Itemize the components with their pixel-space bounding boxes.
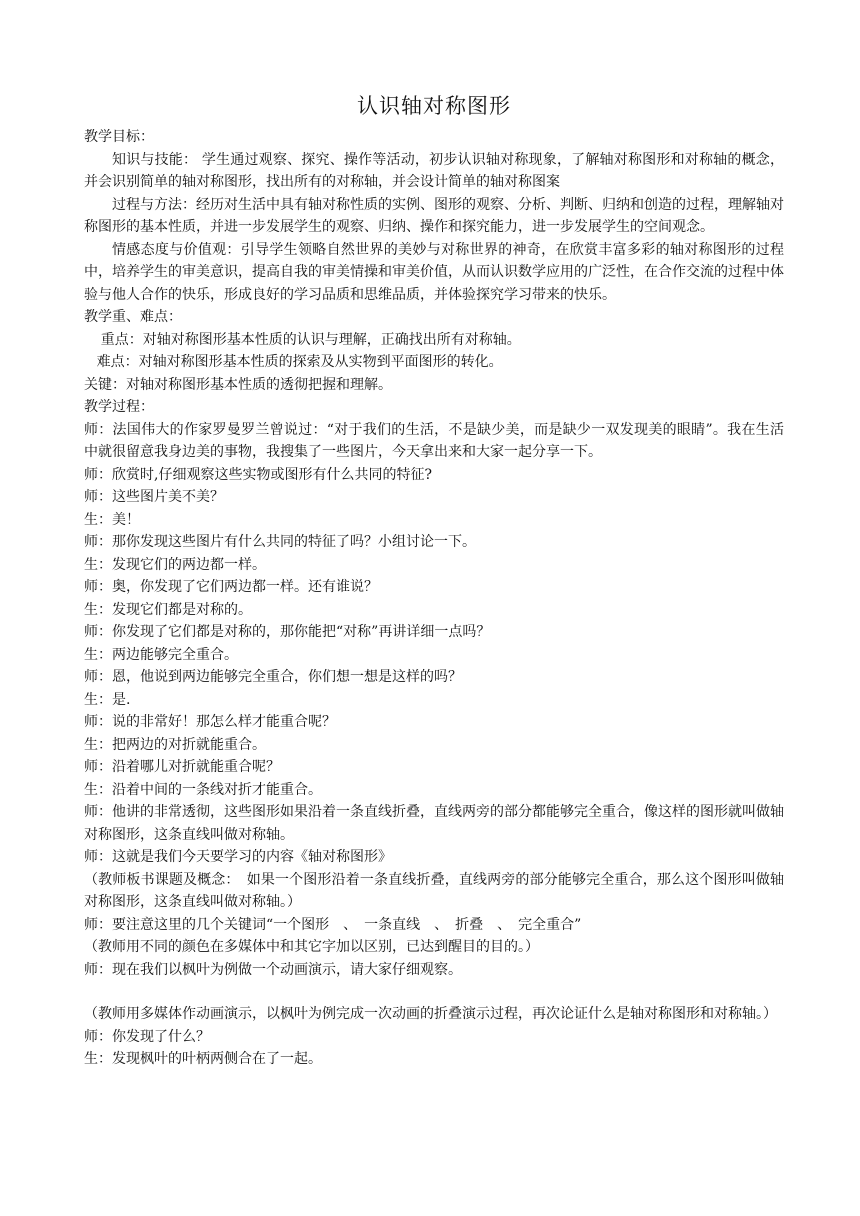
- dialogue-line: 师：现在我们以枫叶为例做一个动画演示，请大家仔细观察。: [84, 961, 462, 978]
- dialogue-line: 师：这就是我们今天要学习的内容《轴对称图形》: [84, 849, 392, 865]
- dialogue-line: 师：欣赏时,仔细观察这些实物或图形有什么共同的特征?: [84, 466, 432, 483]
- board-note: （教师板书课题及概念： 如果一个图形沿着一条直线折叠，直线两旁的部分能够完全重合，那么这个图形叫做轴对称图形，这条直线叫做对称轴。）: [84, 871, 784, 910]
- dialogue-line: 师：他讲的非常透彻，这些图形如果沿着一条直线折叠，直线两旁的部分都能够完全重合，像这样的图形就叫做轴对称图形，这条直线叫做对称轴。: [84, 804, 784, 843]
- dialogue-line: 生：沿着中间的一条线对折才能重合。: [84, 781, 322, 798]
- dialogue-line: 师：沿着哪儿对折就能重合呢？: [84, 759, 280, 775]
- dialogue-line: 生：发现它们的两边都一样。: [84, 556, 266, 573]
- dialogue-line: 生：美！: [84, 511, 140, 528]
- paragraph-attitude-values: 情感态度与价值观：引导学生领略自然世界的美妙与对称世界的神奇，在欣赏丰富多彩的轴对称图形的过程中，培养学生的审美意识，提高自我的审美情操和审美价值，从而认识数学应用的广泛性，在合作交流的过程中体验与他人合作的快乐，形成良好的学习品质和思维品质，并体验探究学习带来的快乐。: [84, 241, 784, 303]
- dialogue-line: 生：是.: [84, 691, 131, 708]
- paragraph-key: 关键：对轴对称图形基本性质的透彻把握和理解。: [84, 376, 392, 393]
- dialogue-line: 师：你发现了什么？: [84, 1028, 210, 1045]
- dialogue-line: 师：恩，他说到两边能够完全重合，你们想一想是这样的吗？: [84, 669, 462, 685]
- dialogue-line: 生：两边能够完全重合。: [84, 646, 238, 663]
- dialogue-line: 生：发现枫叶的叶柄两侧合在了一起。: [84, 1051, 322, 1067]
- dialogue-line: 师：奥，你发现了它们两边都一样。还有谁说？: [84, 579, 378, 595]
- board-note: （教师用多媒体作动画演示，以枫叶为例完成一次动画的折叠演示过程，再次论证什么是轴对称图形和对称轴。）: [84, 1006, 777, 1022]
- dialogue-line: 师：那你发现这些图片有什么共同的特征了吗？小组讨论一下。: [84, 534, 476, 550]
- document-page: [84, 88, 784, 1071]
- section-heading-key-points: 教学重、难点：: [84, 309, 182, 325]
- blank-line: [84, 981, 784, 1003]
- dialogue-line: 生：把两边的对折就能重合。: [84, 736, 266, 753]
- dialogue-line: 生：发现它们都是对称的。: [84, 601, 252, 618]
- document-title: 认识轴对称图形: [357, 94, 511, 118]
- paragraph-difficulty: 难点：对轴对称图形基本性质的探索及从实物到平面图形的转化。: [96, 354, 503, 370]
- dialogue-line: 师：要注意这里的几个关键词“一个图形 、 一条直线 、 折叠 、 完全重合”: [84, 916, 582, 933]
- dialogue-line: 师：法国伟大的作家罗曼罗兰曾说过：“对于我们的生活，不是缺少美，而是缺少一双发现美的眼睛”。我在生活中就很留意我身边美的事物，我搜集了一些图片，今天拿出来和大家一起分享一下。: [84, 421, 784, 460]
- dialogue-line: 师：这些图片美不美？: [84, 489, 224, 505]
- dialogue-line: 师：你发现了它们都是对称的，那你能把“对称”再讲详细一点吗？: [84, 624, 491, 640]
- section-heading-process: 教学过程：: [84, 399, 154, 415]
- section-heading-objectives: 教学目标：: [84, 129, 154, 145]
- dialogue-line: 师：说的非常好！那怎么样才能重合呢？: [84, 714, 336, 730]
- paragraph-process-method: 过程与方法：经历对生活中具有轴对称性质的实例、图形的观察、分析、判断、归纳和创造的过程，理解轴对称图形的基本性质，并进一步发展学生的观察、归纳、操作和探究能力，进一步发展学生的空间观念。: [84, 196, 784, 235]
- paragraph-key-point: 重点：对轴对称图形基本性质的认识与理解，正确找出所有对称轴。: [100, 331, 521, 348]
- paragraph-knowledge-skills: 知识与技能： 学生通过观察、探究、操作等活动，初步认识轴对称现象，了解轴对称图形和对称轴的概念，并会识别简单的轴对称图形，找出所有的对称轴，并会设计简单的轴对称图案: [84, 151, 784, 190]
- board-note: （教师用不同的颜色在多媒体中和其它字加以区别，已达到醒目的目的。）: [84, 939, 539, 955]
